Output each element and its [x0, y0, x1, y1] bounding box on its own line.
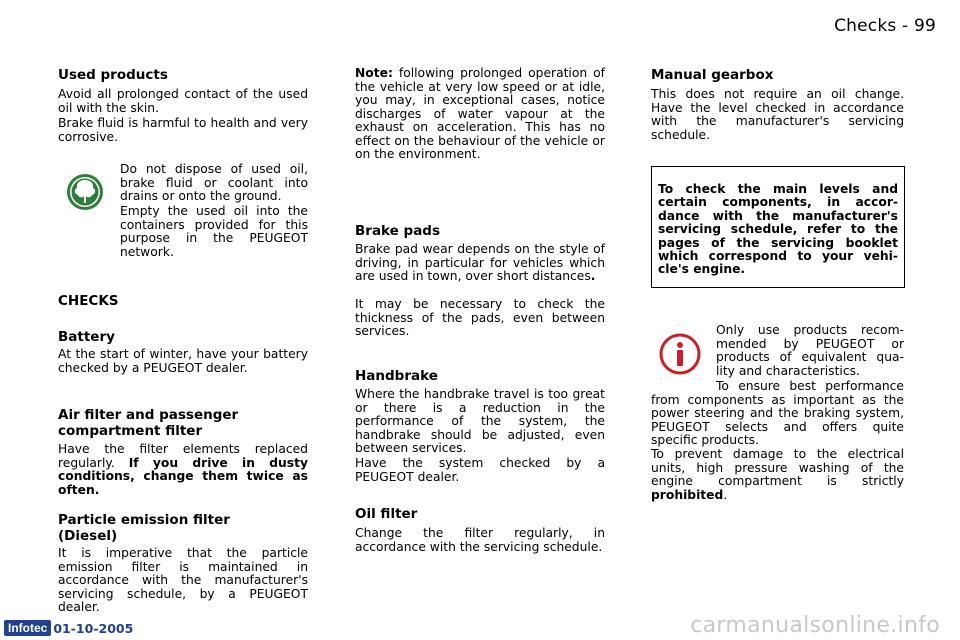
brake-pads-paragraph-1 — [355, 243, 605, 284]
oil-filter-heading: Oil filter — [355, 506, 418, 522]
used-products-paragraph-1: Avoid all prolonged contact of the used oil with the skin. — [58, 87, 308, 115]
air-filter-paragraph — [58, 443, 308, 497]
brake-pads-paragraph-2: It may be necessary to check the thickness of the pads, even between services. — [355, 297, 605, 338]
note-label: Note: — [355, 66, 393, 80]
air-filter-emphasis: If you drive in dusty conditions, change them twice as often. — [58, 455, 308, 497]
used-products-heading: Used products — [58, 67, 168, 83]
print-date: 01-10-2005 — [53, 620, 134, 636]
info-icon — [659, 333, 701, 375]
battery-heading: Battery — [58, 329, 115, 345]
battery-paragraph: At the start of winter, have your battery checked by a PEUGEOT dealer. — [58, 347, 308, 375]
brake-pads-period: . — [590, 269, 596, 283]
brake-pads-text: Brake pad wear depends on the style of driving, in particular for vehicles which are used in town, over short distances — [355, 242, 605, 283]
environment-note-2: Empty the used oil into the containers provided for this purpose in the PEUGEOT network. — [120, 204, 308, 259]
brand-logo: Infotec — [4, 620, 51, 636]
air-filter-heading: Air filter and passenger compartment filter — [58, 407, 239, 439]
watermark: carmanualsonline.info — [690, 613, 940, 638]
servicing-note-text: To check the main levels and certain components, in accor-dance with the manufacturer's servicing schedule, refer to the pages of the servicing booklet which correspond to your vehi-cle's engine. — [658, 182, 898, 277]
brake-pads-heading: Brake pads — [355, 223, 441, 239]
footer-stamp — [4, 620, 133, 636]
info-text-3: To prevent damage to the electrical units, high pressure washing of the engine compartment is strictly — [651, 447, 904, 488]
manual-gearbox-paragraph: This does not require an oil change. Have the level checked in accordance with the manufacturer's servicing schedule. — [651, 87, 904, 142]
note-text: following prolonged operation of the vehicle at very low speed or at idle, you may, in exceptional cases, notice discharges of water vapour at the exhaust on acceleration. This has no effect on the behaviour of the vehicle or on the environment. — [355, 66, 605, 161]
info-text-3-end: . — [723, 487, 728, 502]
info-paragraph-1: Only use products recom-mended by PEUGEOT or products of equivalent qua-lity and characteristics. — [716, 323, 904, 378]
particle-filter-paragraph: It is imperative that the particle emission filter is maintained in accordance with the manufacturer's servicing schedule, by a PEUGEOT dealer. — [58, 546, 308, 614]
checks-heading: CHECKS — [58, 293, 119, 309]
environment-note-1: Do not dispose of used oil, brake fluid or coolant into drains or onto the ground. — [120, 162, 308, 203]
prohibited-emphasis: prohibited — [651, 487, 724, 502]
oil-filter-paragraph: Change the filter regularly, in accordance with the servicing schedule. — [355, 526, 605, 554]
info-paragraph-3 — [651, 448, 904, 502]
info-paragraph-2 — [651, 380, 904, 448]
particle-filter-heading: Particle emission filter (Diesel) — [58, 512, 230, 544]
page-title: Checks - 99 — [834, 16, 936, 36]
handbrake-paragraph-1: Where the handbrake travel is too great or there is a reduction in the performance of the system, the handbrake should be adjusted, even between services. — [355, 387, 605, 455]
tree-icon — [66, 173, 104, 211]
servicing-note-box — [651, 166, 905, 288]
used-products-paragraph-2: Brake fluid is harmful to health and very corrosive. — [58, 116, 308, 144]
manual-gearbox-heading: Manual gearbox — [651, 67, 774, 83]
note-paragraph — [355, 67, 605, 162]
handbrake-heading: Handbrake — [355, 368, 438, 384]
info-text-2: To ensure best performance from components as important as the power steering and the braking system, PEUGEOT selects and offers quite specific products. — [651, 379, 904, 447]
air-filter-text: Have the filter elements replaced regularly. — [58, 442, 308, 470]
handbrake-paragraph-2: Have the system checked by a PEUGEOT dealer. — [355, 456, 605, 484]
